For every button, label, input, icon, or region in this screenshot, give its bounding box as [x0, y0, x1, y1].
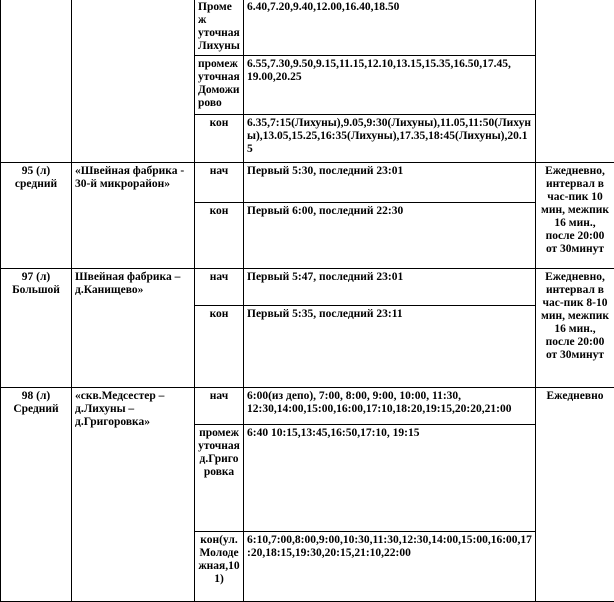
table-row	[1, 163, 614, 203]
note-cell: Ежедневно, интервал в час-пик 8-10 мин, межпик 16 мин., после 20:00 от 30минут	[536, 269, 614, 388]
table-row	[1, 269, 614, 306]
times-cell: Первый 5:30, последний 23:01	[244, 163, 536, 203]
direction-cell: промеж уточная Доможи рово	[195, 56, 244, 115]
times-cell: Первый 6:00, последний 22:30	[244, 203, 536, 269]
times-cell: 6:00(из депо), 7:00, 8:00, 9:00, 10:00, 11:30, 12:30,14:00,15:00,16:00,17:10,18:20,19:15,20:20,21:00	[244, 388, 536, 425]
note-cell: Ежедневно, интервал в час-пик 10 мин, межпик 16 мин., после 20:00 от 30минут	[536, 163, 614, 269]
route-name-cell: «Швейная фабрика - 30-й микрорайон»	[72, 163, 195, 269]
table-row	[1, 388, 614, 425]
route-name-cell	[72, 0, 195, 163]
direction-cell: кон	[195, 306, 244, 388]
direction-cell: кон	[195, 115, 244, 163]
direction-cell: нач	[195, 163, 244, 203]
note-cell	[536, 0, 614, 163]
direction-cell: кон(ул. Молоде жная,10 1)	[195, 532, 244, 602]
direction-cell: Промеж уточная Лихуны	[195, 0, 244, 56]
times-cell: 6.40,7.20,9.40,12.00,16.40,18.50	[244, 0, 536, 56]
direction-cell: кон	[195, 203, 244, 269]
times-cell: 6:40 10:15,13:45,16:50,17:10, 19:15	[244, 425, 536, 532]
note-cell: Ежедневно	[536, 388, 614, 602]
route-number-cell: 95 (л) средний	[1, 163, 72, 269]
times-cell: Первый 5:47, последний 23:01	[244, 269, 536, 306]
direction-cell: нач	[195, 388, 244, 425]
route-name-cell: «скв.Медсестер – д.Лихуны – д.Григоровка»	[72, 388, 195, 602]
direction-cell: промеж уточная д.Григо ровка	[195, 425, 244, 532]
times-cell: 6.35,7:15(Лихуны),9.05,9:30(Лихуны),11.05,11:50(Лихуны),13.05,15.25,16:35(Лихуны),17.35,18:45(Лихуны),20.15	[244, 115, 536, 163]
route-number-cell: 98 (л) Средний	[1, 388, 72, 602]
direction-cell: нач	[195, 269, 244, 306]
times-cell: Первый 5:35, последний 23:11	[244, 306, 536, 388]
route-number-cell	[1, 0, 72, 163]
table-row	[1, 0, 614, 56]
times-cell: 6:10,7:00,8:00,9:00,10:30,11:30,12:30,14:00,15:00,16:00,17:20,18:15,19:30,20:15,21:10,22:00	[244, 532, 536, 602]
times-cell: 6.55,7.30,9.50,9.15,11.15,12.10,13.15,15.35,16.50,17.45, 19.00,20.25	[244, 56, 536, 115]
route-number-cell: 97 (л) Большой	[1, 269, 72, 388]
route-name-cell: Швейная фабрика – д.Канищево»	[72, 269, 195, 388]
